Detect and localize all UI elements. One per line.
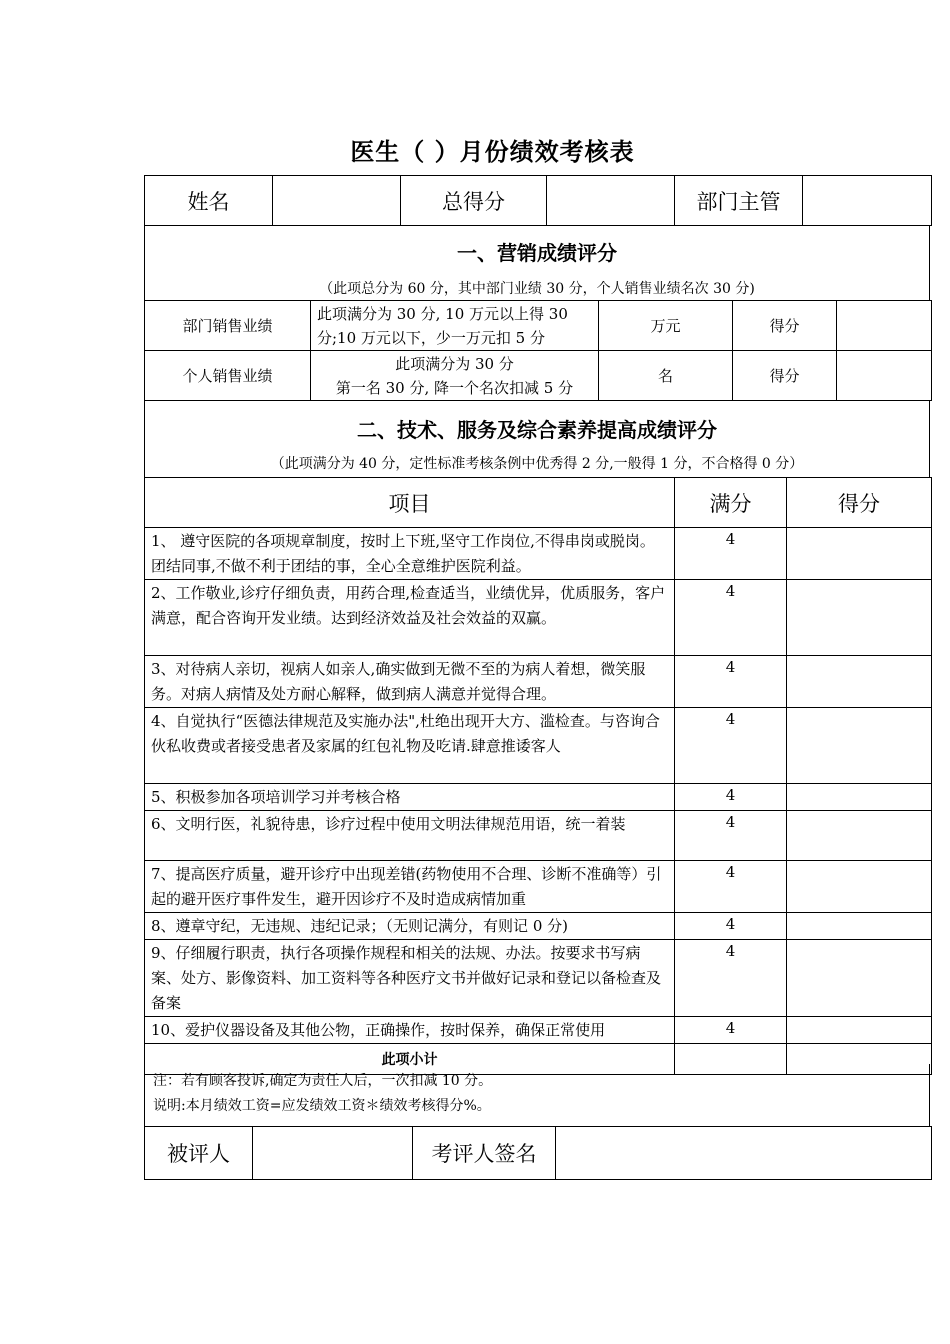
notes-box bbox=[144, 1064, 930, 1127]
section1-heading: 一、营销成绩评分 bbox=[457, 241, 617, 265]
personal-sales-score-label: 得分 bbox=[733, 351, 837, 401]
item-score-field[interactable] bbox=[787, 861, 932, 913]
item-full-score: 4 bbox=[675, 656, 787, 708]
table-row bbox=[145, 811, 932, 861]
item-full-score: 4 bbox=[675, 580, 787, 656]
section2-note: （此项满分为 40 分，定性标准考核条例中优秀得 2 分,一般得 1 分，不合格得 0 分） bbox=[270, 456, 804, 472]
item-score-field[interactable] bbox=[787, 811, 932, 861]
table-row bbox=[145, 580, 932, 656]
signature-table bbox=[144, 1126, 932, 1180]
header-info-table bbox=[144, 175, 932, 226]
col-full-header: 满分 bbox=[675, 478, 787, 528]
section2-header bbox=[144, 401, 930, 478]
subtotal-label: 此项小计 bbox=[145, 1044, 675, 1075]
dept-sales-unit: 万元 bbox=[599, 301, 733, 351]
item-text: 3、对待病人亲切，视病人如亲人,确实做到无微不至的为病人着想，微笑服务。对病人病情及处方耐心解释，做到病人满意并觉得合理。 bbox=[145, 656, 675, 708]
item-full-score: 4 bbox=[675, 811, 787, 861]
item-text: 9、仔细履行职责，执行各项操作规程和相关的法规、办法。按要求书写病案、处方、影像资料、加工资料等各种医疗文书并做好记录和登记以备检查及备案 bbox=[145, 940, 675, 1017]
evaluatee-field[interactable] bbox=[253, 1127, 413, 1180]
evaluator-signature-field[interactable] bbox=[556, 1127, 932, 1180]
item-score-field[interactable] bbox=[787, 1017, 932, 1044]
table-row bbox=[145, 1017, 932, 1044]
table-row bbox=[145, 940, 932, 1017]
table-row bbox=[145, 656, 932, 708]
personal-sales-desc-line2: 第一名 30 分, 降一个名次扣减 5 分 bbox=[335, 378, 574, 397]
item-text: 6、文明行医，礼貌待患，诊疗过程中使用文明法律规范用语，统一着装 bbox=[145, 811, 675, 861]
item-score-field[interactable] bbox=[787, 784, 932, 811]
item-score-field[interactable] bbox=[787, 656, 932, 708]
dept-sales-score-label: 得分 bbox=[733, 301, 837, 351]
personal-sales-unit: 名 bbox=[599, 351, 733, 401]
table-row bbox=[145, 861, 932, 913]
item-score-field[interactable] bbox=[787, 940, 932, 1017]
item-text: 2、工作敬业,诊疗仔细负责，用药合理,检查适当，业绩优异，优质服务，客户满意，配合咨询开发业绩。达到经济效益及社会效益的双赢。 bbox=[145, 580, 675, 656]
item-full-score: 4 bbox=[675, 940, 787, 1017]
section2-heading: 二、技术、服务及综合素养提高成绩评分 bbox=[357, 418, 717, 442]
page-title: 医生（ ）月份绩效考核表 bbox=[350, 138, 635, 166]
item-full-score: 4 bbox=[675, 913, 787, 940]
personal-sales-desc bbox=[311, 351, 599, 401]
item-full-score: 4 bbox=[675, 708, 787, 784]
item-score-field[interactable] bbox=[787, 528, 932, 580]
section1-header bbox=[144, 225, 930, 301]
item-text: 1、 遵守医院的各项规章制度，按时上下班,坚守工作岗位,不得串岗或脱岗。团结同事,不做不利于团结的事，全心全意维护医院利益。 bbox=[145, 528, 675, 580]
item-text: 4、自觉执行“医德法律规范及实施办法",杜绝出现开大方、滥检查。与咨询合伙私收费或者接受患者及家属的红包礼物及吃请.肆意推诿客人 bbox=[145, 708, 675, 784]
evaluator-label: 考评人签名 bbox=[413, 1127, 556, 1180]
item-full-score: 4 bbox=[675, 861, 787, 913]
total-score-label: 总得分 bbox=[401, 176, 547, 226]
assessment-table bbox=[144, 477, 932, 1075]
item-score-field[interactable] bbox=[787, 580, 932, 656]
personal-sales-desc-line1: 此项满分为 30 分 bbox=[395, 354, 514, 373]
item-full-score: 4 bbox=[675, 784, 787, 811]
table-header-row bbox=[145, 478, 932, 528]
item-full-score: 4 bbox=[675, 528, 787, 580]
item-text: 10、爱护仪器设备及其他公物，正确操作，按时保养，确保正常使用 bbox=[145, 1017, 675, 1044]
item-score-field[interactable] bbox=[787, 708, 932, 784]
manager-field[interactable] bbox=[803, 176, 932, 226]
table-row bbox=[145, 351, 932, 401]
table-row bbox=[145, 913, 932, 940]
col-item-header: 项目 bbox=[145, 478, 675, 528]
dept-sales-label: 部门销售业绩 bbox=[145, 301, 311, 351]
col-score-header: 得分 bbox=[787, 478, 932, 528]
item-score-field[interactable] bbox=[787, 913, 932, 940]
total-score-field[interactable] bbox=[547, 176, 675, 226]
complaint-note: 注：若有顾客投诉,确定为责任人后，一次扣减 10 分。 bbox=[153, 1073, 493, 1089]
item-text: 7、提高医疗质量，避开诊疗中出现差错(药物使用不合理、诊断不准确等）引起的避开医疗事件发生，避开因诊疗不及时造成病情加重 bbox=[145, 861, 675, 913]
item-full-score: 4 bbox=[675, 1017, 787, 1044]
personal-sales-label: 个人销售业绩 bbox=[145, 351, 311, 401]
personal-sales-score-field[interactable] bbox=[837, 351, 932, 401]
dept-sales-score-field[interactable] bbox=[837, 301, 932, 351]
item-text: 5、积极参加各项培训学习并考核合格 bbox=[145, 784, 675, 811]
table-row bbox=[145, 301, 932, 351]
section1-note: （此项总分为 60 分，其中部门业绩 30 分，个人销售业绩名次 30 分) bbox=[319, 281, 755, 297]
table-row bbox=[145, 528, 932, 580]
salary-note: 说明:本月绩效工资=应发绩效工资＊绩效考核得分%。 bbox=[153, 1098, 491, 1114]
name-label: 姓名 bbox=[145, 176, 273, 226]
name-field[interactable] bbox=[273, 176, 401, 226]
table-row bbox=[145, 784, 932, 811]
dept-sales-desc: 此项满分为 30 分, 10 万元以上得 30 分;10 万元以下，少一万元扣 5 分 bbox=[311, 301, 599, 351]
table-row bbox=[145, 708, 932, 784]
manager-label: 部门主管 bbox=[675, 176, 803, 226]
item-text: 8、遵章守纪，无违规、违纪记录；（无则记满分，有则记 0 分) bbox=[145, 913, 675, 940]
evaluatee-label: 被评人 bbox=[145, 1127, 253, 1180]
sales-table bbox=[144, 300, 932, 401]
